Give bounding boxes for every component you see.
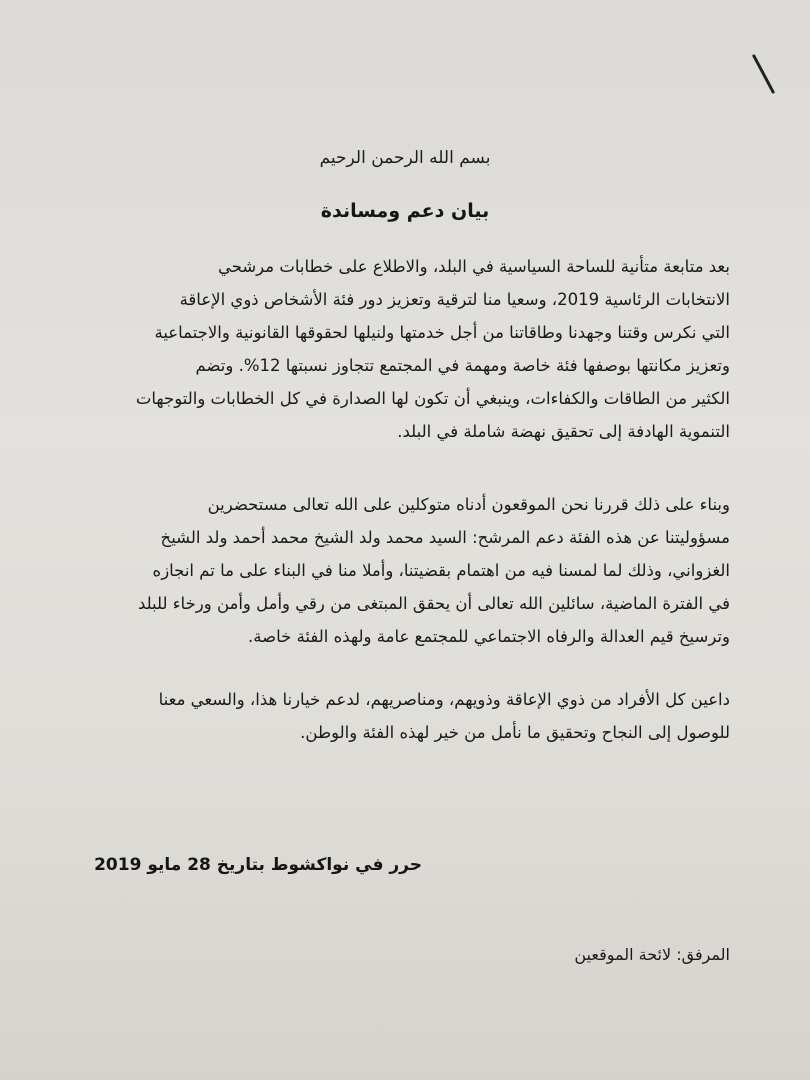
- paragraph-1-line: وتعزيز مكانتها بوصفها فئة خاصة ومهمة في المجتمع تتجاوز نسبتها 12%. وتضم: [195, 356, 730, 375]
- pen-mark: [752, 54, 775, 94]
- place-and-date: حرر في نواكشوط بتاريخ 28 مايو 2019: [94, 855, 422, 875]
- paragraph-1: [90, 250, 730, 448]
- paragraph-3: [90, 683, 730, 749]
- paragraph-2-line: مسؤوليتنا عن هذه الفئة دعم المرشح: السيد محمد ولد الشيخ محمد أحمد ولد الشيخ: [160, 528, 730, 547]
- paragraph-2-line: وترسيخ قيم العدالة والرفاه الاجتماعي للمجتمع عامة ولهذه الفئة خاصة.: [248, 627, 730, 646]
- paragraph-1-line: الانتخابات الرئاسية 2019، وسعيا منا لترقية وتعزيز دور فئة الأشخاص ذوي الإعاقة: [179, 290, 730, 309]
- attachment-note: المرفق: لائحة الموقعين: [574, 945, 730, 964]
- paragraph-3-line: داعين كل الأفراد من ذوي الإعاقة وذويهم، ومناصريهم، لدعم خيارنا هذا، والسعي معنا: [158, 690, 730, 709]
- paragraph-1-line: التي نكرس وقتنا وجهدنا وطاقاتنا من أجل خدمتها ولنيلها لحقوقها القانونية والاجتماعية: [154, 323, 730, 342]
- paragraph-3-line: للوصول إلى النجاح وتحقيق ما نأمل من خير لهذه الفئة والوطن.: [300, 723, 730, 742]
- paragraph-2-line: في الفترة الماضية، سائلين الله تعالى أن يحقق المبتغى من رقي وأمل وأمن ورخاء للبلد: [137, 594, 730, 613]
- paragraph-2: [90, 488, 730, 653]
- paragraph-2-line: الغزواني، وذلك لما لمسنا فيه من اهتمام بقضيتنا، وأملا منا في البناء على ما تم انجازه: [152, 561, 730, 580]
- basmala-heading: بسم الله الرحمن الرحيم: [319, 148, 491, 168]
- paragraph-1-line: الكثير من الطاقات والكفاءات، وينبغي أن تكون لها الصدارة في كل الخطابات والتوجهات: [135, 389, 730, 408]
- paragraph-1-line: بعد متابعة متأنية للساحة السياسية في البلد، والاطلاع على خطابات مرشحي: [217, 257, 730, 276]
- document-title: بيان دعم ومساندة: [320, 200, 490, 222]
- paragraph-2-line: وبناء على ذلك قررنا نحن الموقعون أدناه متوكلين على الله تعالى مستحضرين: [207, 495, 730, 514]
- paragraph-1-line: التنموية الهادفة إلى تحقيق نهضة شاملة في البلد.: [397, 422, 730, 441]
